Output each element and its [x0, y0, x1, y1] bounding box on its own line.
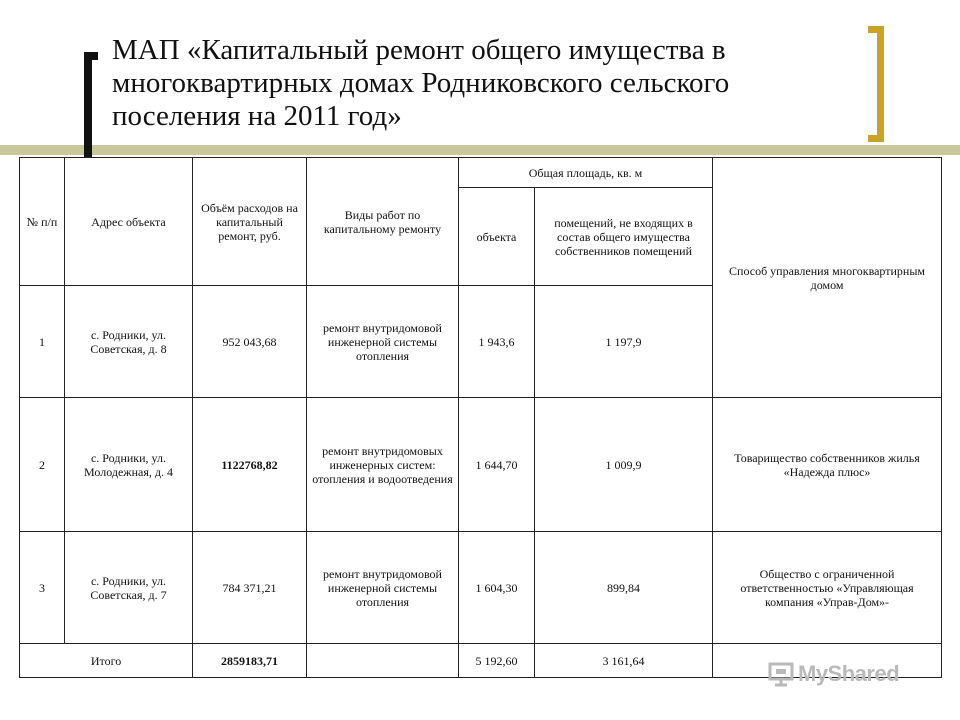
row-management: Товарищество собственников жилья «Надежда плюс»: [713, 398, 942, 532]
row-works: ремонт внутридомовой инженерной системы отопления: [307, 532, 459, 644]
table-row: [20, 532, 942, 644]
left-bracket-decoration: [84, 52, 98, 172]
header-num: № п/п: [20, 158, 65, 286]
header-row: [20, 158, 942, 188]
row-area-object: 1 943,6: [459, 286, 535, 398]
row-area-object: 1 604,30: [459, 532, 535, 644]
row-address: с. Родники, ул. Советская, д. 8: [65, 286, 193, 398]
header-works: Виды работ по капитальному ремонту: [307, 158, 459, 286]
row-cost: 784 371,21: [193, 532, 307, 644]
row-num: 1: [20, 286, 65, 398]
header-area-object: объекта: [459, 188, 535, 286]
header-cost: Объём расходов на капитальный ремонт, руб.: [193, 158, 307, 286]
row-area-object: 1 644,70: [459, 398, 535, 532]
watermark: [768, 657, 940, 691]
table-row: [20, 398, 942, 532]
header-management: Способ управления многоквартирным домом: [713, 158, 942, 398]
slide-title: МАП «Капитальный ремонт общего имущества в многоквартирных домах Родниковского сельского поселения на 2011 год»: [112, 34, 730, 132]
total-area-object: 5 192,60: [459, 644, 535, 678]
repair-program-table: [19, 157, 942, 678]
header-area-rooms: помещений, не входящих в состав общего имущества собственников помещений: [535, 188, 713, 286]
header-address: Адрес объекта: [65, 158, 193, 286]
header-area-group: Общая площадь, кв. м: [459, 158, 713, 188]
row-area-rooms: 1 197,9: [535, 286, 713, 398]
total-works-empty: [307, 644, 459, 678]
row-works: ремонт внутридомовых инженерных систем: отопления и водоотведения: [307, 398, 459, 532]
row-address: с. Родники, ул. Молодежная, д. 4: [65, 398, 193, 532]
presentation-icon: [768, 661, 794, 687]
row-works: ремонт внутридомовой инженерной системы отопления: [307, 286, 459, 398]
row-area-rooms: 899,84: [535, 532, 713, 644]
row-num: 2: [20, 398, 65, 532]
row-cost: 952 043,68: [193, 286, 307, 398]
row-area-rooms: 1 009,9: [535, 398, 713, 532]
row-address: с. Родники, ул. Советская, д. 7: [65, 532, 193, 644]
right-bracket-decoration: [868, 26, 884, 142]
row-num: 3: [20, 532, 65, 644]
total-label: Итого: [20, 644, 193, 678]
total-area-rooms: 3 161,64: [535, 644, 713, 678]
decorative-bar: [0, 145, 960, 155]
watermark-text: MyShared: [798, 661, 900, 686]
row-management: Общество с ограниченной ответственностью «Управляющая компания «Управ-Дом»-: [713, 532, 942, 644]
row-cost: 1122768,82: [193, 398, 307, 532]
total-cost: 2859183,71: [193, 644, 307, 678]
